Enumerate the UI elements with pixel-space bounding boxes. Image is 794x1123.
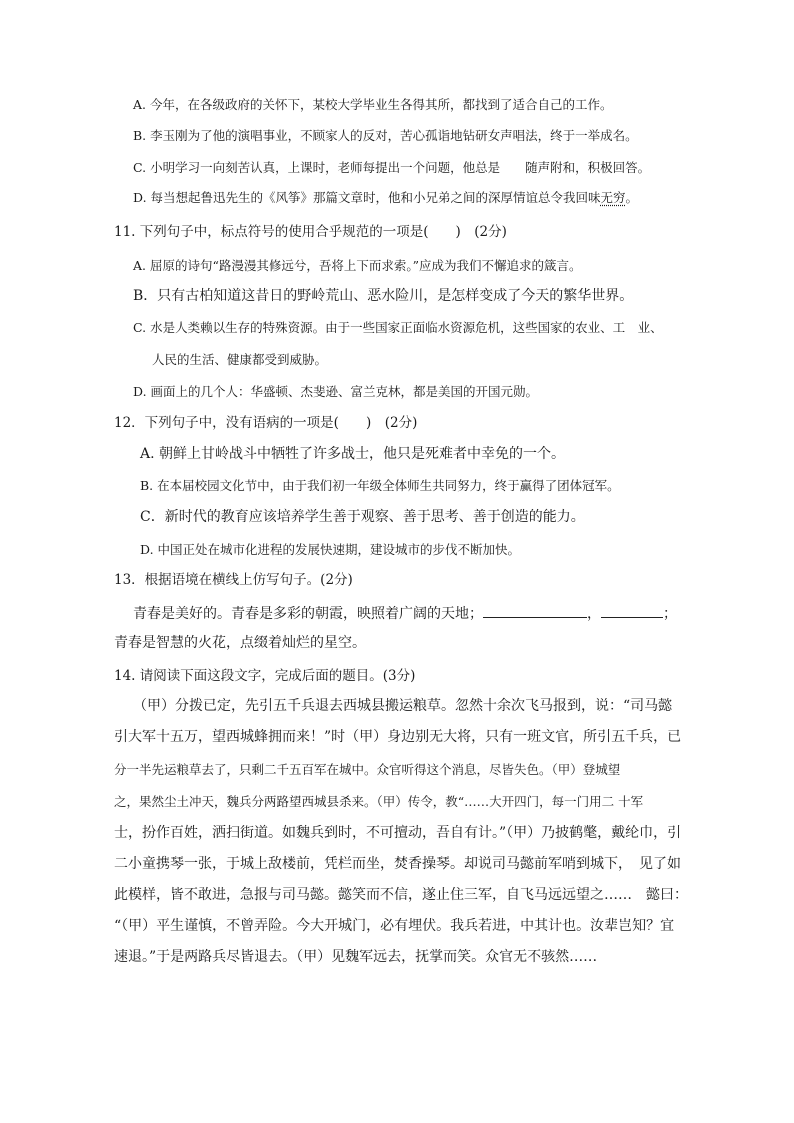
- q14-passage-line-5: 士，扮作百姓，洒扫街道。如魏兵到时，不可擅动，吾自有计。”（甲）乃披鹤氅，戴纶巾，引: [114, 825, 682, 841]
- q13-stem: 13．根据语境在横线上仿写句子。(2分): [114, 572, 353, 588]
- q12-stem: 12．下列句子中，没有语病的一项是( ) (2分): [114, 415, 418, 431]
- q10-option-b[interactable]: B. 李玉刚为了他的演唱事业，不顾家人的反对，苦心孤诣地钻研女声唱法，终于一举成名。: [133, 128, 638, 143]
- q13-line-1-end: ；: [663, 606, 677, 622]
- q14-passage-line-3: 分一半先运粮草去了，只剩二千五百军在城中。众官听得这个消息，尽皆失色。（甲）登城望: [114, 762, 621, 777]
- q10-option-d[interactable]: [133, 190, 638, 205]
- q14-passage-line-1: （甲）分拨已定，先引五千兵退去西城县搬运粮草。忽然十余次飞马报到，说：“司马懿: [133, 698, 673, 714]
- q12-option-b[interactable]: B. 在本届校园文化节中，由于我们初一年级全体师生共同努力，终于赢得了团体冠军。: [140, 478, 620, 493]
- q11-option-c[interactable]: C. 水是人类赖以生存的特殊资源。由于一些国家正面临水资源危机，这些国家的农业、工 业、: [133, 320, 663, 335]
- q11-option-c-continued: 人民的生活、健康都受到威胁。: [152, 352, 328, 367]
- q12-option-a[interactable]: A. 朝鲜上甘岭战斗中牺牲了许多战士，他只是死难者中幸免的一个。: [140, 446, 566, 462]
- q10-option-a[interactable]: A. 今年，在各级政府的关怀下，某校大学毕业生各得其所，都找到了适合自己的工作。: [133, 97, 613, 112]
- q14-passage-line-7: 此模样，皆不敢进，急报与司马懿。懿笑而不信，遂止住三军，自飞马远远望之…… 懿曰：: [114, 887, 688, 903]
- q13-blank-1[interactable]: [483, 605, 587, 618]
- q14-passage-line-2: 引大军十五万，望西城蜂拥而来！”时（甲）身边别无大将，只有一班文官，所引五千兵，已: [114, 729, 682, 745]
- q10-option-d-end: 。: [625, 190, 639, 205]
- q14-passage-line-9: 速退。”于是两路兵尽皆退去。（甲）见魏军远去，抚掌而笑。众官无不骇然……: [114, 949, 598, 965]
- q13-line-1-text: 青春是美好的。青春是多彩的朝霞，映照着广阔的天地；: [133, 606, 483, 622]
- q14-passage-line-8: “（甲）平生谨慎，不曾弄险。今大开城门，必有埋伏。我兵若进，中其计也。汝辈岂知？宜: [114, 918, 675, 934]
- q14-stem: 14. 请阅读下面这段文字，完成后面的题目。(3分): [114, 668, 416, 684]
- q10-option-d-emphasis: 无穷: [600, 190, 626, 205]
- q13-separator: ，: [587, 606, 601, 622]
- q10-option-c[interactable]: C. 小明学习一向刻苦认真，上课时，老师每提出一个问题，他总是 随声附和，积极回答。: [133, 160, 651, 175]
- q14-passage-line-6: 二小童携琴一张，于城上敌楼前，凭栏而坐，焚香操琴。却说司马懿前军哨到城下， 见了如: [114, 856, 681, 872]
- q14-passage-line-4: 之，果然尘土冲天，魏兵分两路望西城县杀来。（甲）传令，教“……大开四门，每一门用二 十军: [114, 794, 644, 809]
- q11-option-d[interactable]: D. 画面上的几个人：华盛顿、杰斐逊、富兰克林，都是美国的开国元勋。: [133, 384, 539, 399]
- q13-blank-2[interactable]: [601, 605, 663, 618]
- q12-option-d[interactable]: D. 中国正处在城市化进程的发展快速期，建设城市的步伐不断加快。: [140, 542, 521, 557]
- q11-option-a[interactable]: A. 屈原的诗句“路漫漫其修远兮，吾将上下而求索。”应成为我们不懈追求的箴言。: [133, 258, 582, 273]
- q12-option-c[interactable]: C．新时代的教育应该培养学生善于观察、善于思考、善于创造的能力。: [140, 509, 585, 525]
- q11-option-b[interactable]: B．只有古柏知道这昔日的野岭荒山、恶水险川，是怎样变成了今天的繁华世界。: [133, 288, 634, 304]
- q10-option-d-text: D. 每当想起鲁迅先生的《风筝》那篇文章时，他和小兄弟之间的深厚情谊总令我回味: [133, 190, 601, 205]
- q13-line-1: [133, 605, 677, 623]
- q13-line-2: 青春是智慧的火花，点缀着灿烂的星空。: [114, 635, 366, 651]
- q11-stem: 11. 下列句子中，标点符号的使用合乎规范的一项是( ) (2分): [114, 224, 507, 240]
